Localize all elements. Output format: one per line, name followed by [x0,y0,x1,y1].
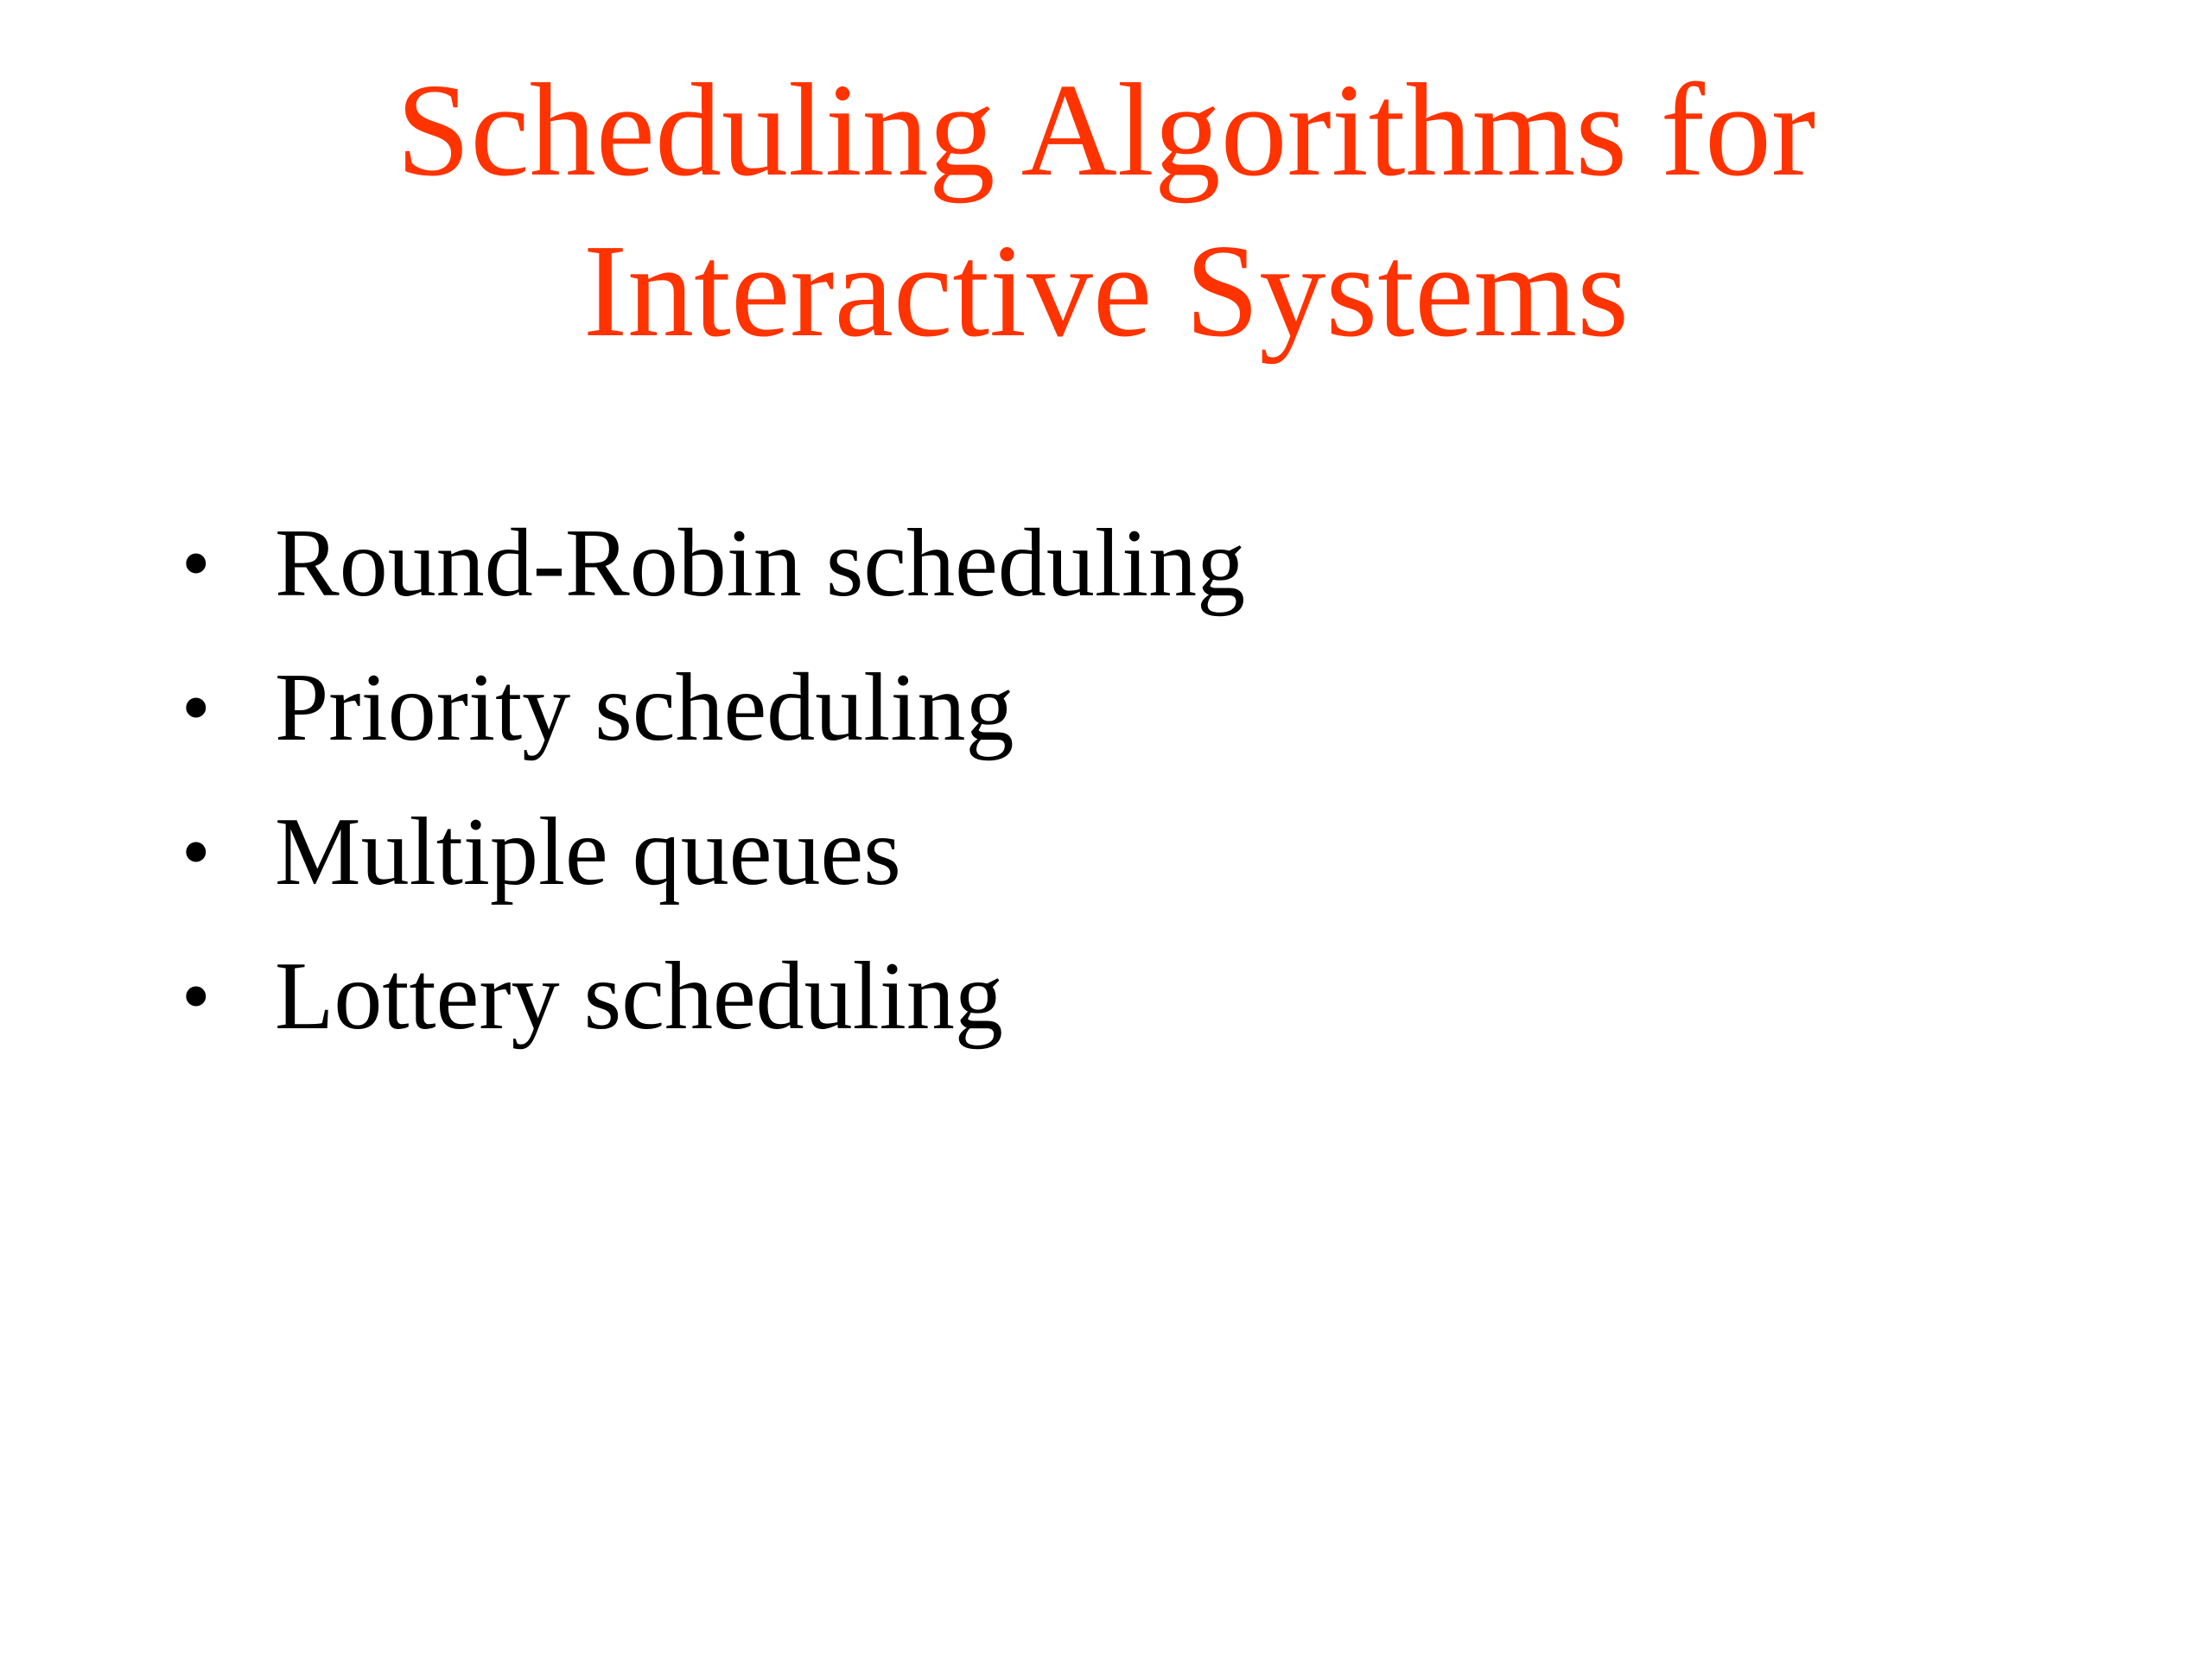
bullet-text: Priority scheduling [275,654,1014,761]
bullet-icon: • [181,517,211,609]
bullet-icon: • [181,805,211,898]
slide-title [0,50,2212,372]
bullet-text: Round-Robin scheduling [275,510,1246,617]
slide-title-line-2: Interactive Systems [582,218,1630,365]
bullet-text: Multiple queues [275,798,901,906]
bullet-icon: • [181,661,211,753]
bullet-text: Lottery scheduling [275,943,1003,1050]
slide-title-line-1: Scheduling Algorithms for [396,57,1816,204]
bullet-icon: • [181,950,211,1042]
